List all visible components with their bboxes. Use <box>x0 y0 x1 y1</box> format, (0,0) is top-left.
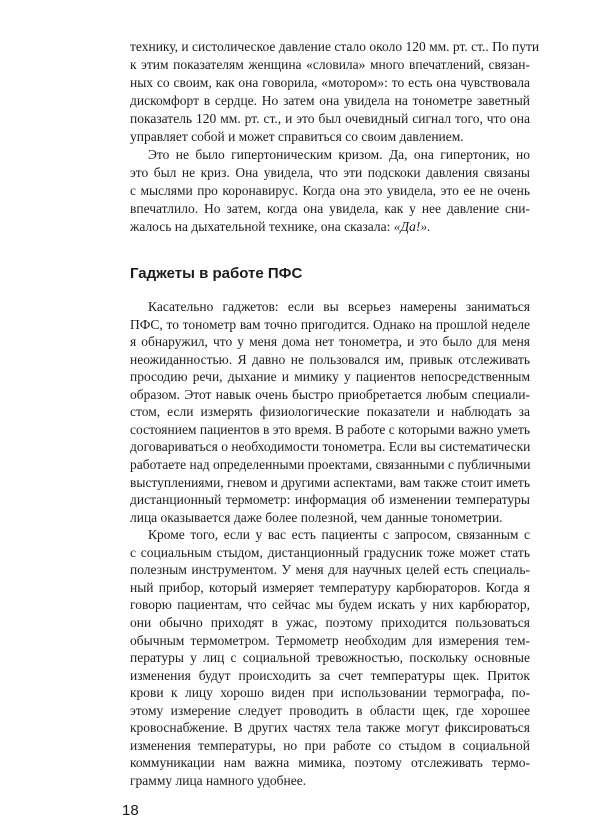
text-line: крови к лицу хорошо виден при использовании термографа, по- <box>130 685 530 701</box>
text-line: к этим показателям женщина «словила» много впечатлений, связан- <box>130 57 530 72</box>
text-line: образом. Этот навык очень быстро приобретается любым специали- <box>130 386 530 402</box>
text-line: этому измерение следует проводить в области щек, где хорошее <box>130 702 530 718</box>
text-fragment: жалось на дыхательной технике, она сказала: <box>130 219 391 234</box>
text-line: это был не криз. Она увидела, что эти подскоки давления связаны <box>130 165 530 180</box>
section-heading: Гаджеты в работе ПФС <box>130 265 303 282</box>
text-line: стом, если измерять физиологические показатели и наблюдать за <box>130 404 530 420</box>
text-line: дистанционный термометр: информация об изменении температуры <box>130 492 530 508</box>
text-line: грамму лица намного удобнее. <box>130 772 307 788</box>
quote-text: «Да!». <box>393 219 431 234</box>
text-line: работаете над определенными проектами, связанными с публичными <box>130 457 531 472</box>
text-line: ПФС, то тонометр вам точно пригодится. Однако на прошлой неделе <box>130 316 530 332</box>
text-line: изменения температуры, но при работе со стыдом в социальной <box>130 737 530 753</box>
text-line: обычным термометром. Термометр необходим для измерения тем- <box>130 632 530 648</box>
text-line: полезным инструментом. У меня для научных целей есть специаль- <box>130 562 530 578</box>
text-line: выступлениями, гневом и другими аспектами, вам также стоит иметь <box>130 474 530 490</box>
text-line: кровоснабжение. В других частях тела также могут фиксироваться <box>130 720 530 736</box>
text-line: Касательно гаджетов: если вы всерьез намерены заниматься <box>148 299 530 314</box>
text-line: дискомфорт в сердце. Но затем она увидела на тонометре заветный <box>130 93 530 108</box>
text-line: коммуникации нам важна мимика, поэтому отслеживать термо- <box>130 755 530 771</box>
text-line: с мыслями про коронавирус. Когда она это увидела, это ее не очень <box>130 183 530 198</box>
text-line: я обнаружил, что у меня дома нет тонометра, и это было для меня <box>130 334 530 350</box>
text-line: ных со своим, как она говорила, «мотором»: то есть она чувствовала <box>130 75 530 90</box>
text-line: управляет собой и может справиться со своим давлением. <box>130 129 464 144</box>
text-line: говорю пациентам, что сейчас мы будем искать у них карбюратор, <box>130 597 530 613</box>
text-line: лица оказывается даже более полезной, чем данные тонометрии. <box>130 509 503 525</box>
text-line: с социальным стыдом, дистанционный градусник тоже может стать <box>130 544 530 560</box>
text-line: впечатлило. Но затем, когда она увидела, как у нее давление сни- <box>130 201 530 216</box>
text-line: они обычно приходят в ужас, поэтому приходится пользоваться <box>130 614 530 630</box>
text-line: просодию речи, дыхание и мимику у пациентов непосредственным <box>130 369 530 385</box>
text-line: Это не было гипертоническим кризом. Да, она гипертоник, но <box>148 147 530 162</box>
text-line: технику, и систолическое давление стало около 120 мм. рт. ст.. По пути <box>130 39 540 54</box>
page-number: 18 <box>122 802 139 820</box>
text-line: Кроме того, если у вас есть пациенты с запросом, связанным с <box>148 527 530 543</box>
text-line <box>130 218 530 236</box>
text-line: неожиданностью. Я давно не пользовался им, привык отслеживать <box>130 351 530 367</box>
text-line: договариваться о необходимости тонометра. Если вы систематически <box>130 439 531 455</box>
text-line: показатель 120 мм. рт. ст., и это был очевидный сигнал того, что она <box>130 111 530 126</box>
text-line: изменения будут происходить за счет температуры щек. Приток <box>130 667 530 683</box>
text-line: ный прибор, который измеряет температуру карбюраторов. Когда я <box>130 579 530 595</box>
text-line: состоянием пациентов в это время. В работе с которыми важно уметь <box>130 421 531 437</box>
text-line: пературы у лиц с социальной тревожностью, поскольку основные <box>130 650 530 665</box>
